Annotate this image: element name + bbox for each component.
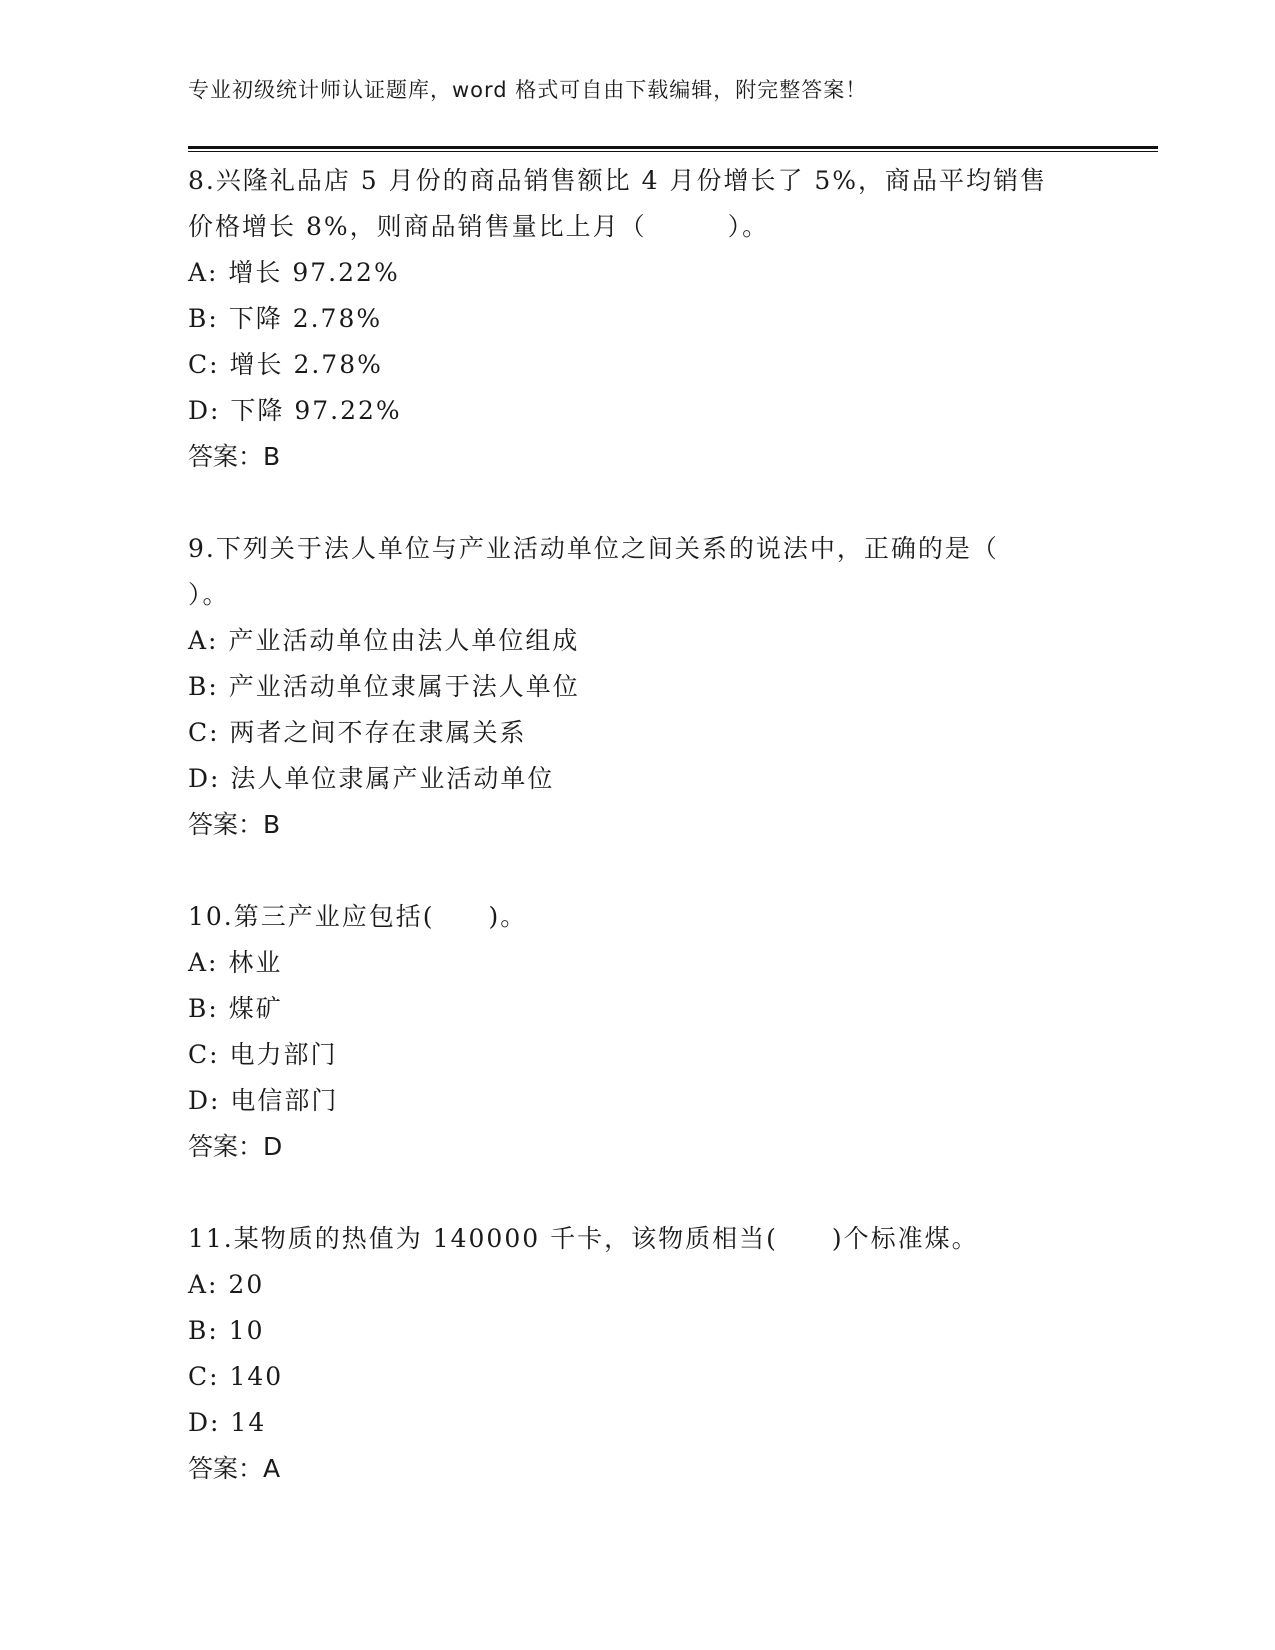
answer: 答案：B <box>188 810 281 839</box>
header-rule-thick <box>188 146 1158 149</box>
document-header: 专业初级统计师认证题库，word 格式可自由下载编辑，附完整答案！ <box>188 78 868 102</box>
question-10 <box>188 894 1088 1170</box>
option-d: D: 下降 97.22% <box>188 396 402 425</box>
question-text-line: 价格增长 8%，则商品销售量比上月（ ）。 <box>188 212 770 241</box>
option-c: C: 增长 2.78% <box>188 350 383 379</box>
option-d: D: 电信部门 <box>188 1086 339 1115</box>
option-a: A: 20 <box>188 1270 265 1299</box>
option-c: C: 140 <box>188 1362 284 1391</box>
option-c: C: 电力部门 <box>188 1040 338 1069</box>
question-text-line: 10.第三产业应包括( )。 <box>188 902 528 931</box>
option-b: B: 下降 2.78% <box>188 304 383 333</box>
question-text-line: ）。 <box>188 580 230 609</box>
question-8 <box>188 158 1088 480</box>
question-text-line: 9.下列关于法人单位与产业活动单位之间关系的说法中，正确的是（ <box>188 534 999 563</box>
question-text-line: 11.某物质的热值为 140000 千卡，该物质相当( )个标准煤。 <box>188 1224 979 1253</box>
answer: 答案：A <box>188 1454 281 1483</box>
question-9 <box>188 526 1088 848</box>
question-text-line: 8.兴隆礼品店 5 月份的商品销售额比 4 月份增长了 5%，商品平均销售 <box>188 166 1048 195</box>
option-b: B: 产业活动单位隶属于法人单位 <box>188 672 580 701</box>
option-c: C: 两者之间不存在隶属关系 <box>188 718 527 747</box>
question-list <box>188 158 1088 1492</box>
option-a: A: 林业 <box>188 948 283 977</box>
option-d: D: 14 <box>188 1408 267 1437</box>
option-b: B: 煤矿 <box>188 994 283 1023</box>
option-a: A: 产业活动单位由法人单位组成 <box>188 626 580 655</box>
answer: 答案：B <box>188 442 281 471</box>
question-11 <box>188 1216 1088 1492</box>
option-a: A: 增长 97.22% <box>188 258 400 287</box>
option-b: B: 10 <box>188 1316 265 1345</box>
option-d: D: 法人单位隶属产业活动单位 <box>188 764 555 793</box>
header-rule-thin <box>188 151 1158 152</box>
answer: 答案：D <box>188 1132 283 1161</box>
